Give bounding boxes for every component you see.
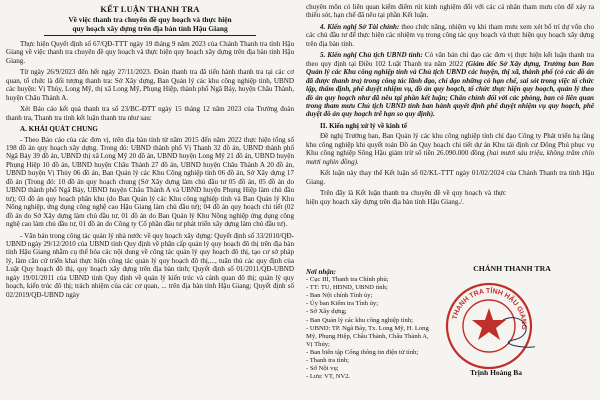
- recipient-item: - Ban biên tập Cổng thông tin điện tử tỉnh;: [306, 348, 419, 356]
- recipient-item: - Cục III, Thanh tra Chính phủ;: [306, 276, 389, 284]
- recommendation-5: [306, 51, 594, 119]
- recipient-item: - Sở Nội vụ;: [306, 365, 339, 373]
- recipient-item: - Sở Xây dựng;: [306, 308, 347, 316]
- recipient-item: - Lưu: VT, NV2.: [306, 373, 351, 381]
- intro-paragraph-1: Thực hiện Quyết định số 67/QĐ-TTT ngày 19 tháng 9 năm 2023 của Chánh Thanh tra tỉnh Hậu Giang về việc thanh tra chuyên đề quy hoạch và thực hiện quy hoạch xây dựng trên địa bàn tỉnh Hậu Giang.: [6, 40, 294, 65]
- signer-position: CHÁNH THANH TRA: [473, 264, 551, 273]
- recipient-item: - Ủy ban Kiểm tra Tỉnh ủy;: [306, 300, 379, 308]
- economic-amount-words: (hai mươi sáu triệu, không trăm chín mươi nghìn đồng).: [306, 149, 594, 166]
- intro-paragraph-2: Từ ngày 26/9/2023 đến hết ngày 27/11/2023. Đoàn thanh tra đã tiến hành thanh tra tại các cơ quan, tổ chức là đối tượng thanh tra: Sở Xây dựng, Ban Quản lý các khu công nghiệp tỉnh, UBND các huyện: Vị Thủy, Long Mỹ, thị xã Long Mỹ, Phụng Hiệp, thành phố Ngã Bảy, huyện Châu Thành, huyện Châu Thành A.: [6, 68, 294, 102]
- seal-text: THANH TRA TỈNH HẬU GIANG: [451, 287, 528, 330]
- recipient-item: - Thanh tra tỉnh;: [306, 357, 349, 365]
- overview-paragraph-1: - Theo Báo cáo của các đơn vị, trên địa bàn tỉnh từ năm 2015 đến năm 2022 thực hiện tổng số 198 đồ án quy hoạch xây dựng. Trong đó: UBND thành phố Vị Thanh 32 đồ án, UBND thành phố Ngã Bảy 39 đồ án, UBND thị xã Long Mỹ 20 đồ án, UBND huyện Long Mỹ 21 đồ án, UBND huyện Phụng Hiệp 10 đồ án, UBND huyện Châu Thành 27 đồ án, UBND huyện Châu Thành A 20 đồ án, UBND huyện Vị Thủy 06 đồ án, Ban Quản lý các Khu Công nghiệp tỉnh 06 đồ án, Sở Xây dựng 17 đồ án (Trong đó: 10 đồ án quy hoạch chung (Sở Xây dựng làm chủ đầu tư 05 đồ án, 05 đồ án do UBND thành phố Ngã Bảy, UBND huyện Châu Thành A và UBND huyện Phụng Hiệp làm chủ đầu tư); 03 đồ án quy hoạch phân khu (do Ban Quản lý các Khu công nghiệp tỉnh và Ban Quản lý Khu Nông nghiệp, ứng dụng công nghệ cao Hậu Giang làm chủ đầu tư); 04 đồ án quy hoạch chi tiết (02 đồ án do Sở Xây dựng làm chủ đầu tư, 01 đồ án do Ban Quản lý Khu Nông nghiệp ứng dụng công nghệ cao làm chủ đầu tư, 01 đồ án do Công ty Cổ phần đầu tư phát triển xây dựng làm chủ đầu tư).: [6, 135, 294, 229]
- section-a-heading: A. KHÁI QUÁT CHUNG: [20, 125, 98, 134]
- section-ii-heading: II. Kiến nghị xử lý về kinh tế: [320, 121, 408, 130]
- document-subtitle-line2: quy hoạch xây dựng trên địa bàn tỉnh Hậu Giang: [72, 24, 228, 33]
- red-seal-stamp: [443, 280, 535, 372]
- recipient-item: - Ban Quản lý các khu công nghiệp tỉnh;: [306, 316, 413, 324]
- recipient-item: - Ban Nội chính Tỉnh ủy;: [306, 292, 373, 300]
- title-block: [6, 5, 294, 36]
- economic-text: Đề nghị Trưởng ban, Ban Quản lý các khu công nghiệp tỉnh chỉ đạo Công ty Phát triển hạ tầng khu công nghiệp khi quyết toán Đồ án Quy hoạch chi tiết dự án Khu tái định cư Đông Phú phục vụ Khu công nghiệp Sông Hậu giảm trừ số tiền 26.090.000 đồng: [306, 132, 594, 158]
- recipients-block: [306, 268, 432, 381]
- signature-block: [430, 264, 594, 273]
- left-column: [6, 0, 294, 400]
- signer-name: Trịnh Hoàng Ba: [470, 368, 522, 377]
- continued-paragraph: chuyên môn có liên quan kiểm điểm rút kinh nghiệm đối với các cá nhân tham mưu còn để xảy ra thiếu sót, hạn chế đã nêu tại phần Kết luận.: [306, 3, 594, 20]
- recommendation-5-label: 5. Kiến nghị Chủ tịch UBND tỉnh:: [320, 51, 423, 60]
- document-title: KẾT LUẬN THANH TRA: [100, 5, 200, 14]
- title-underline: [44, 35, 256, 36]
- recommendation-4-label: 4. Kiến nghị Sở Tài chính:: [320, 22, 400, 31]
- recipient-item: - TT: TU, HĐND, UBND tỉnh;: [306, 284, 388, 292]
- recipients-label: Nơi nhận:: [306, 268, 337, 276]
- recommendation-5-text: Có văn bản chỉ đạo các đơn vị thực hiện kết luận thanh tra theo quy định tại Điều 102 Luật Thanh tra năm 2022: [306, 51, 594, 68]
- closing-paragraph: Trên đây là Kết luận thanh tra chuyên đề về quy hoạch và thực hiện quy hoạch xây dựng trên địa bàn tỉnh Hậu Giang./.: [306, 189, 506, 206]
- recipient-item: - UBND: TP. Ngã Bảy, Tx. Long Mỹ, H. Long Mỹ, Phụng Hiệp, Châu Thành, Châu Thành A, Vị Thủy;: [306, 324, 429, 348]
- recommendation-5-italic: (Giám đốc Sở Xây dựng, Trưởng ban Ban Quản lý các Khu công nghiệp tỉnh và Chủ tịch UBND các huyện, thị xã, thành phố (có các đồ án đã được thanh tra) trong công tác lãnh đạo, chỉ đạo những có hạn chế, sai sót trong việc tổ chức lập, thẩm định, phê duyệt nhiệm vụ, đồ án quy hoạch, tổ chức thực hiện quy hoạch, quản lý theo đồ án quy hoạch như đã nêu tại phần kết luận; Chấn chỉnh đối với các phòng, ban có liên quan trong tham mưu Chủ tịch UBND tỉnh ban hành quyết định phê duyệt nhiệm vụ quy hoạch, phê duyệt đồ án quy hoạch trễ hạn so quy định).: [306, 59, 594, 119]
- recommendation-4-text: theo chức năng, nhiệm vụ khi tham mưu xem xét bố trí dự vốn cho các chủ đầu tư để thực hiện các nhiệm vụ trong công tác quy hoạch và thực hiện quy hoạch xây dựng trên địa bàn tỉnh.: [306, 22, 594, 48]
- document-subtitle-line1: Về việc thanh tra chuyên đề quy hoạch và thực hiện: [68, 15, 232, 24]
- economic-paragraph: [306, 132, 594, 166]
- replacement-paragraph: Kết luận này thay thế Kết luận số 02/KL-TTT ngày 01/02/2024 của Chánh Thanh tra tỉnh Hậu Giang.: [306, 169, 594, 186]
- intro-paragraph-3: Xét Báo cáo kết quả thanh tra số 23/BC-ĐTT ngày 15 tháng 12 năm 2023 của Trưởng đoàn thanh tra, Thanh tra tỉnh kết luận thanh tra như sau:: [6, 105, 294, 122]
- seal-star-icon: [472, 308, 506, 340]
- overview-paragraph-2: - Văn bản trong công tác quản lý nhà nước về quy hoạch xây dựng: Quyết định số 33/2010/QĐ-UBND ngày 29/12/2010 của UBND tỉnh Quy định về phân cấp quản lý quy hoạch đô thị trên địa bàn tỉnh Hậu Giang nhằm cụ thể hóa các nội dung về công tác quản lý quy hoạch đô thị, tạo cơ sở pháp lý, làm căn cứ triển khai thực hiện công tác quản lý quy hoạch đô thị,..., tuân thủ các quy định của Luật Quy hoạch đô thị, quy hoạch xây dựng trên địa bàn tỉnh; Quyết định số 01/2011/QĐ-UBND ngày 19/01/2011 của UBND tỉnh Quy định về quản lý kiến trúc và cảnh quan đô thị; quản lý quy hoạch, kiến trúc đô thị; trách nhiệm của các cơ quan, ... trên địa bàn tỉnh Hậu Giang; Quyết định số 02/2019/QĐ-UBND ngày: [6, 231, 294, 299]
- recommendation-4: [306, 23, 594, 48]
